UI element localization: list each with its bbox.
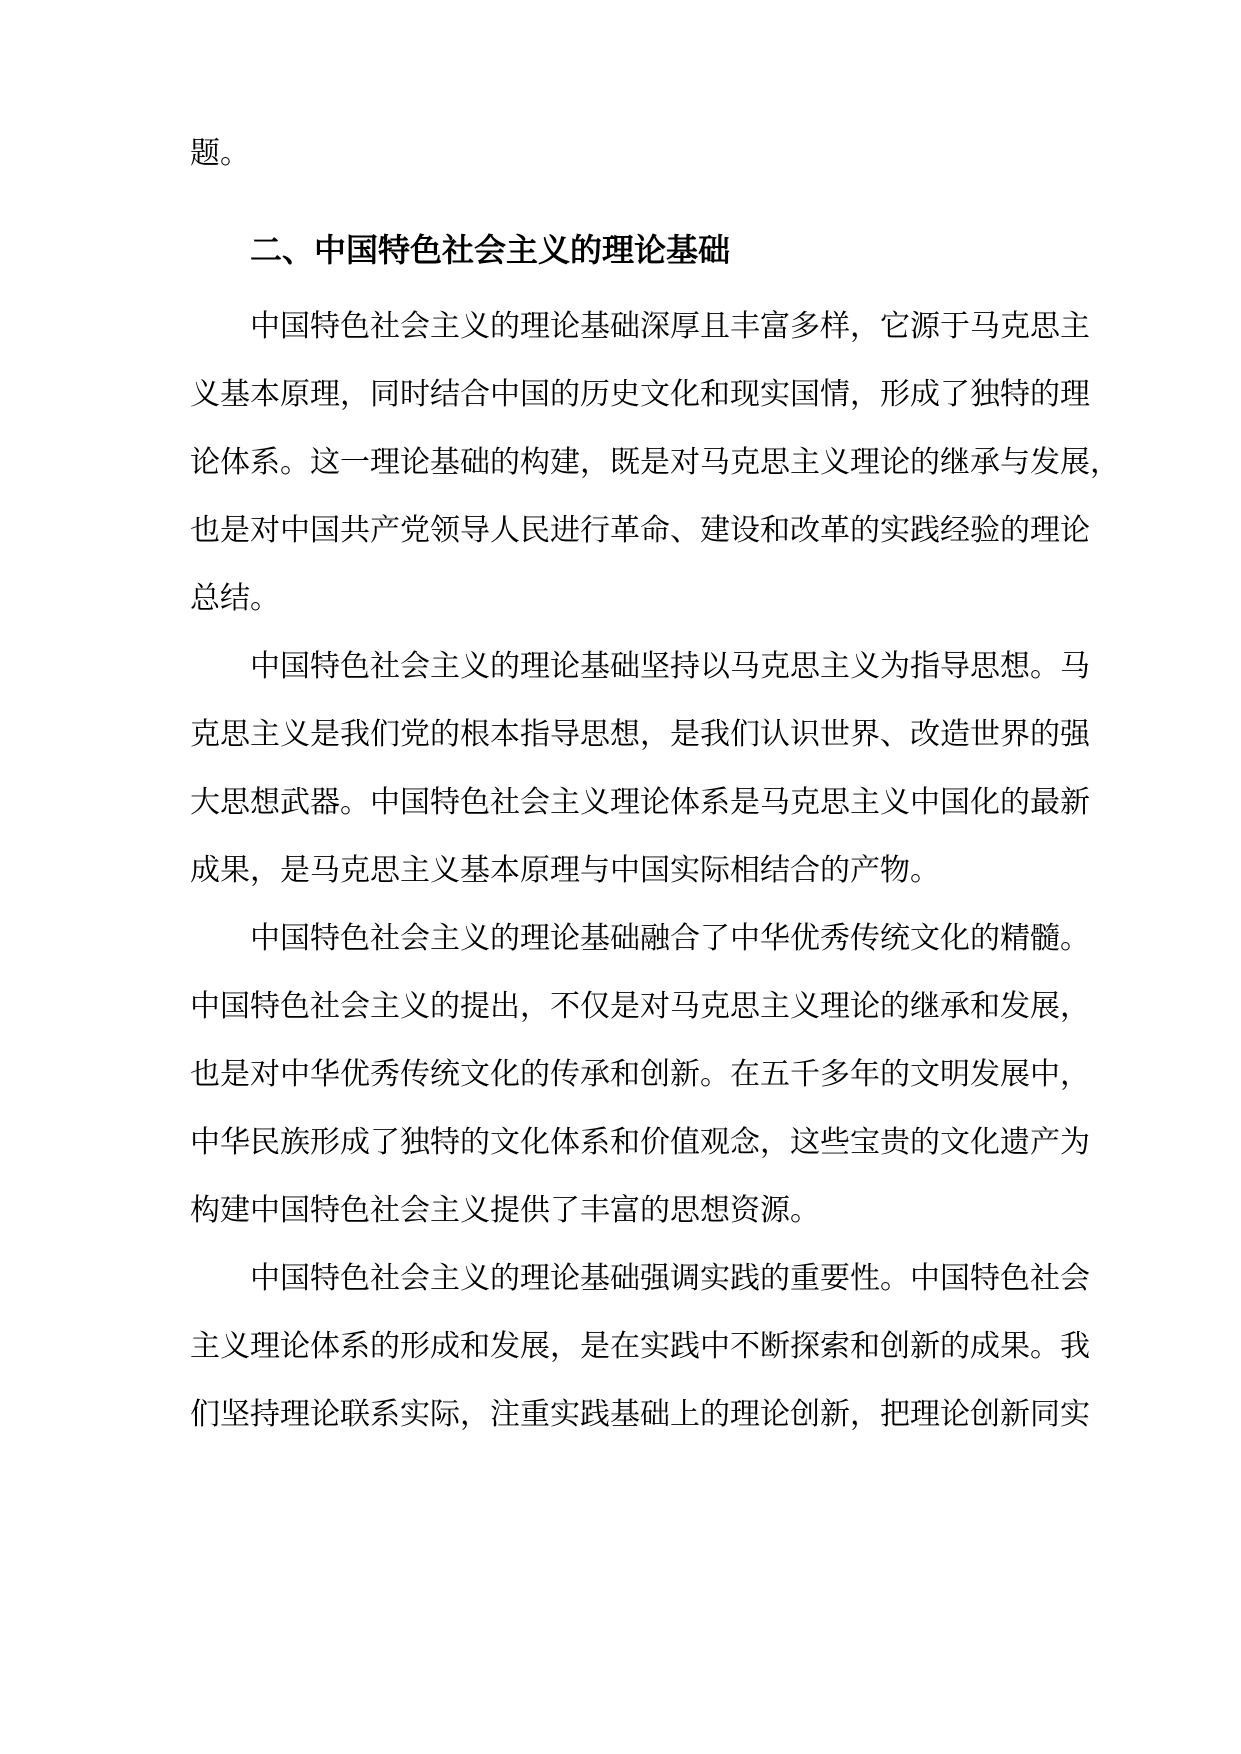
paragraph-line: 论体系。这一理论基础的构建，既是对马克思主义理论的继承与发展， <box>190 445 1120 480</box>
paragraph-line: 中国特色社会主义的理论基础融合了中华优秀传统文化的精髓。 <box>250 921 1090 956</box>
paragraph-line: 也是对中国共产党领导人民进行革命、建设和改革的实践经验的理论 <box>190 513 1090 548</box>
paragraph-line: 总结。 <box>190 581 280 616</box>
paragraph-line: 也是对中华优秀传统文化的传承和创新。在五千多年的文明发展中， <box>190 1057 1090 1092</box>
paragraph-line: 成果，是马克思主义基本原理与中国实际相结合的产物。 <box>190 853 940 888</box>
paragraph-line: 中华民族形成了独特的文化体系和价值观念，这些宝贵的文化遗产为 <box>190 1125 1090 1160</box>
paragraph-line: 主义理论体系的形成和发展，是在实践中不断探索和创新的成果。我 <box>190 1329 1090 1364</box>
paragraph-line: 中国特色社会主义的理论基础强调实践的重要性。中国特色社会 <box>250 1261 1090 1296</box>
carryover-line: 题。 <box>190 136 250 171</box>
section-heading: 二、中国特色社会主义的理论基础 <box>250 231 731 269</box>
paragraph-line: 义基本原理，同时结合中国的历史文化和现实国情，形成了独特的理 <box>190 377 1090 412</box>
paragraph-line: 克思主义是我们党的根本指导思想，是我们认识世界、改造世界的强 <box>190 717 1090 752</box>
paragraph-line: 们坚持理论联系实际，注重实践基础上的理论创新，把理论创新同实 <box>190 1397 1090 1432</box>
paragraph-line: 构建中国特色社会主义提供了丰富的思想资源。 <box>190 1193 820 1228</box>
paragraph-line: 中国特色社会主义的理论基础深厚且丰富多样，它源于马克思主 <box>250 309 1090 344</box>
paragraph-line: 中国特色社会主义的提出，不仅是对马克思主义理论的继承和发展， <box>190 989 1090 1024</box>
paragraph-line: 中国特色社会主义的理论基础坚持以马克思主义为指导思想。马 <box>250 649 1090 684</box>
paragraph-line: 大思想武器。中国特色社会主义理论体系是马克思主义中国化的最新 <box>190 785 1090 820</box>
